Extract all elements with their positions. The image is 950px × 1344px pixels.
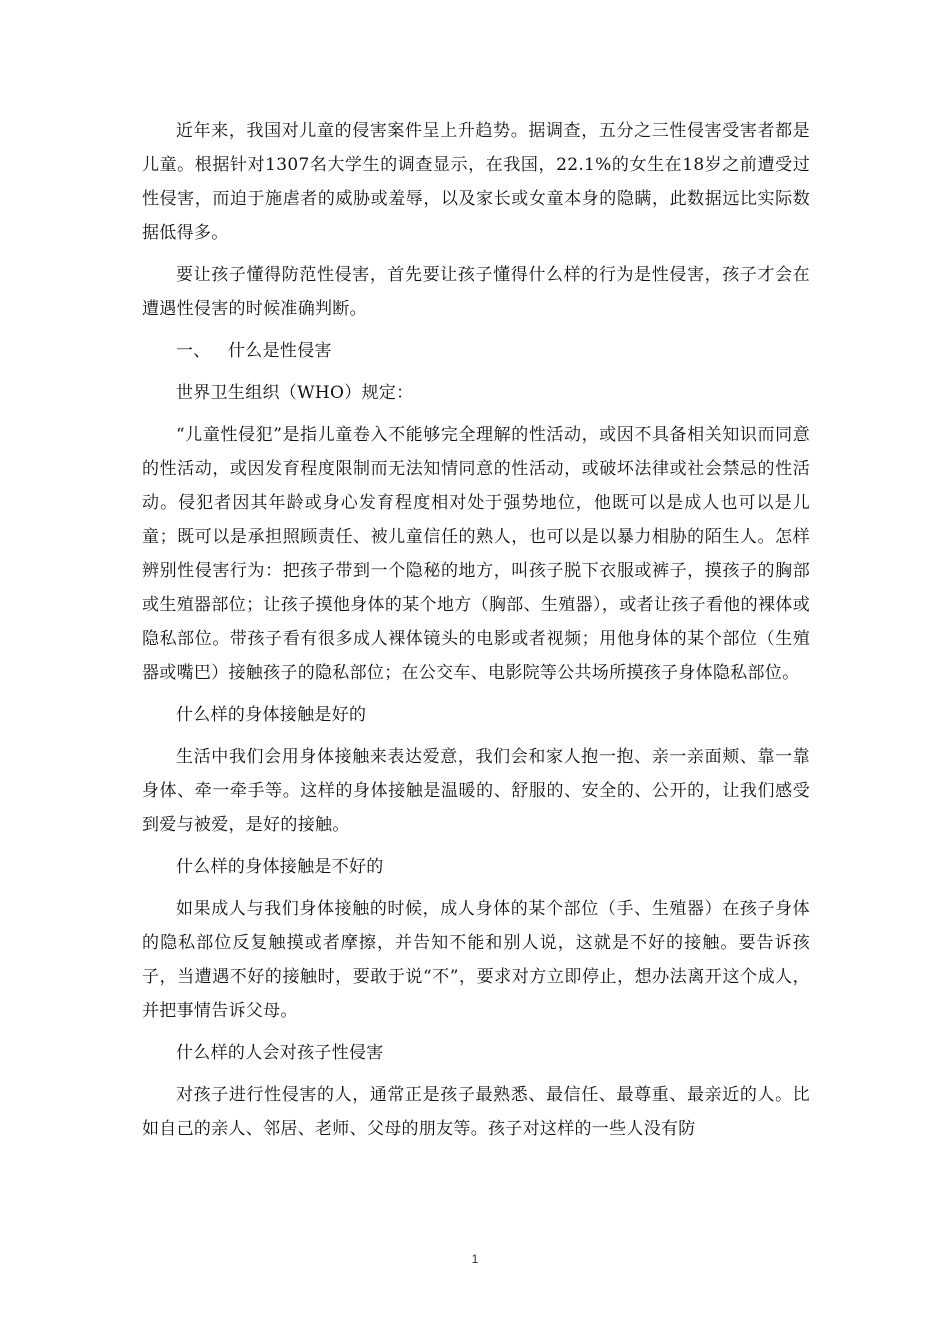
definition-paragraph: “儿童性侵犯”是指儿童卷入不能够完全理解的性活动，或因不具备相关知识而同意的性活动，或因发育程度限制而无法知情同意的性活动，或破坏法律或社会禁忌的性活动。侵犯者因其年龄或身心发育程度相对处于强势地位，他既可以是成人也可以是儿童；既可以是承担照顾责任、被儿童信任的熟人，也可以是以暴力相胁的陌生人。怎样辨别性侵害行为：把孩子带到一个隐秘的地方，叫孩子脱下衣服或裤子，摸孩子的胸部或生殖器部位；让孩子摸他身体的某个地方（胸部、生殖器），或者让孩子看他的裸体或隐私部位。带孩子看有很多成人裸体镜头的电影或者视频；用他身体的某个部位（生殖器或嘴巴）接触孩子的隐私部位；在公交车、电影院等公共场所摸孩子身体隐私部位。 bbox=[142, 425, 810, 683]
bad-touch-paragraph: 如果成人与我们身体接触的时候，成人身体的某个部位（手、生殖器）在孩子身体的隐私部位反复触摸或者摩擦，并告知不能和别人说，这就是不好的接触。要告诉孩子，当遭遇不好的接触时，要敢于说“不”，要求对方立即停止，想办法离开这个成人，并把事情告诉父母。 bbox=[142, 899, 810, 1021]
good-touch-heading: 什么样的身体接触是好的 bbox=[176, 705, 367, 725]
intro-paragraph: 近年来，我国对儿童的侵害案件呈上升趋势。据调查，五分之三性侵害受害者都是儿童。根据针对1307名大学生的调查显示，在我国，22.1%的女生在18岁之前遭受过性侵害，而迫于施虐者的威胁或羞辱，以及家长或女童本身的隐瞒，此数据远比实际数据低得多。 bbox=[142, 121, 810, 243]
page-number: 1 bbox=[471, 1252, 479, 1266]
offender-paragraph: 对孩子进行性侵害的人，通常正是孩子最熟悉、最信任、最尊重、最亲近的人。比如自己的亲人、邻居、老师、父母的朋友等。孩子对这样的一些人没有防 bbox=[142, 1085, 810, 1139]
prevention-paragraph: 要让孩子懂得防范性侵害，首先要让孩子懂得什么样的行为是性侵害，孩子才会在遭遇性侵害的时候准确判断。 bbox=[142, 265, 810, 319]
section-heading-what-is-abuse bbox=[142, 334, 810, 368]
good-touch-paragraph: 生活中我们会用身体接触来表达爱意，我们会和家人抱一抱、亲一亲面颊、靠一靠身体、牵一牵手等。这样的身体接触是温暖的、舒服的、安全的、公开的，让我们感受到爱与被爱，是好的接触。 bbox=[142, 747, 810, 835]
bad-touch-heading: 什么样的身体接触是不好的 bbox=[176, 857, 384, 877]
who-label: 世界卫生组织（WHO）规定： bbox=[176, 383, 414, 403]
section-title: 什么是性侵害 bbox=[228, 341, 332, 361]
document-body bbox=[142, 114, 810, 1154]
section-number: 一、 bbox=[176, 341, 211, 361]
offender-heading: 什么样的人会对孩子性侵害 bbox=[176, 1043, 384, 1063]
